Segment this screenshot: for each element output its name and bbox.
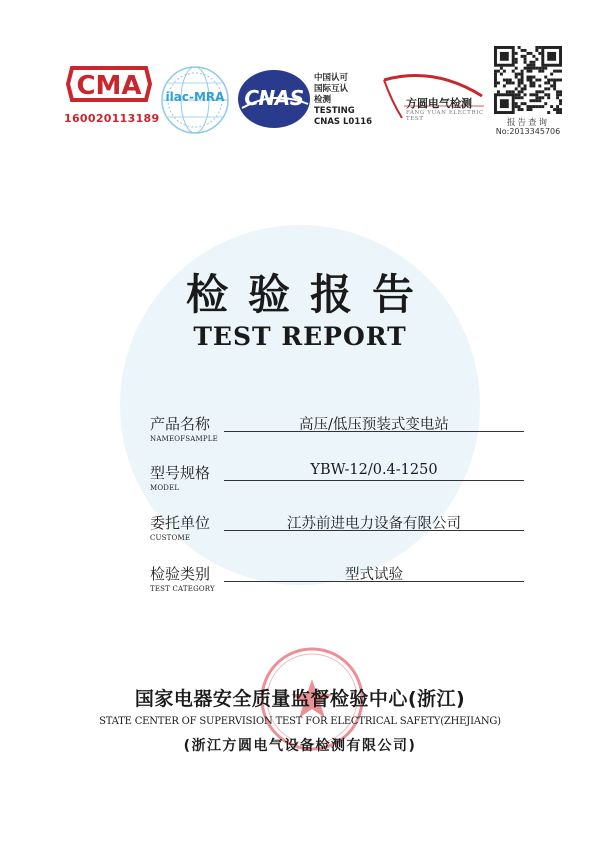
field-label-cn: 产品名称 xyxy=(150,415,211,433)
qr-code-icon xyxy=(494,46,562,114)
field-sample-name xyxy=(150,413,530,453)
cnas-line-5: CNAS L0116 xyxy=(314,117,373,127)
field-customer xyxy=(150,512,530,552)
cnas-line-1: 中国认可 xyxy=(314,73,349,83)
field-label-en: NAMEOFSAMPLE xyxy=(150,435,218,443)
field-label-en: CUSTOME xyxy=(150,534,191,542)
field-label-en: TEST CATEGORY xyxy=(150,585,215,593)
cnas-line-3: 检测 xyxy=(314,95,332,105)
field-model xyxy=(150,462,530,502)
field-underline xyxy=(224,480,524,481)
qr-code[interactable] xyxy=(494,46,562,114)
ilac-mra-logo xyxy=(160,65,230,135)
cnas-line-4: TESTING xyxy=(314,106,355,116)
fangyuan-logo xyxy=(378,66,488,130)
field-value: 型式试验 xyxy=(345,567,403,583)
ilac-text: ilac-MRA xyxy=(165,90,225,104)
organization-subtitle: (浙江方圆电气设备检测有限公司) xyxy=(183,738,417,754)
field-value: 江苏前进电力设备有限公司 xyxy=(287,516,461,532)
fangyuan-name: 方圆电气检测 xyxy=(406,97,472,110)
field-test-category xyxy=(150,563,530,603)
field-label-cn: 型号规格 xyxy=(150,464,211,482)
cma-mark-icon xyxy=(64,62,154,106)
field-label-cn: 委托单位 xyxy=(150,514,211,532)
qr-label: 报告查询 xyxy=(506,118,549,128)
cnas-side-text xyxy=(314,73,372,128)
cma-logo xyxy=(64,62,160,125)
cnas-text: CNAS xyxy=(244,86,304,110)
title-en: TEST REPORT xyxy=(193,322,407,351)
field-value: 高压/低压预装式变电站 xyxy=(299,417,449,433)
organization-name-cn: 国家电器安全质量监督检验中心(浙江) xyxy=(134,688,466,710)
field-label-en: MODEL xyxy=(150,484,180,492)
organization-name-en: STATE CENTER OF SUPERVISION TEST FOR ELECTRICAL SAFETY(ZHEJIANG) xyxy=(99,716,501,727)
title-cn: 检验报告 xyxy=(185,270,434,319)
cnas-logo xyxy=(236,68,312,130)
report-number: No:2013345706 xyxy=(495,127,561,136)
cnas-line-2: 国际互认 xyxy=(314,84,349,94)
fangyuan-sub: FANG YUAN ELECTRIC TEST xyxy=(406,110,484,122)
cma-letters: CMA xyxy=(76,71,142,101)
field-value: YBW-12/0.4-1250 xyxy=(310,462,438,478)
field-label-cn: 检验类别 xyxy=(150,565,211,583)
cma-number: 160020113189 xyxy=(64,112,160,125)
